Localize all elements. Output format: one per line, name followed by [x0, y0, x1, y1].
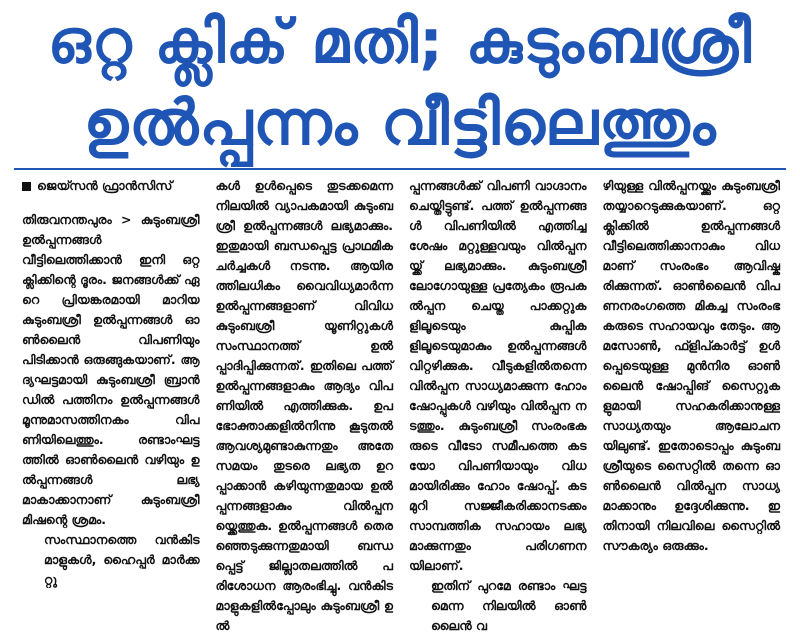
article-column-3 [409, 176, 587, 633]
article-column-1 [22, 176, 200, 587]
article-column-2 [215, 176, 394, 633]
byline [22, 176, 200, 196]
article-column-4 [602, 176, 781, 553]
headline-line-2: ഉൽപ്പന്നം വീട്ടിലെത്തും [83, 86, 717, 159]
byline-author: ജെയ്സൻ ഫ്രാൻസിസ് [37, 178, 173, 193]
paragraph: ഴിയുള്ള വിൽപ്പനയ്ക്കും കുടുംബശ്രീ തയ്യാറെടുക്കുകയാണ്. ഒറ്റ ക്ലിക്കിൽ ഉൽപ്പന്നങ്ങൾ വീട്ടിലെത്തിക്കാനാകും വിധമാണ് സംരംഭം ആവിഷ്കരിക്കുന്നത്. ഓൺലൈൻ വിപണനരംഗത്തെ മികച്ച സംരംഭകരുടെ സഹായവും തേടും. ആമസോൺ, ഫ്ളിപ്കാർട്ട് ഉൾപ്പെടെയുള്ള മുൻനിര ഓൺലൈൻ ഷോപ്പിങ് സൈറ്റുകളുമായി സഹകരിക്കാനുള്ള സാധ്യതയും ആലോചനയിലുണ്ട്. ഇതോടൊപ്പം കുടുംബശ്രീയുടെ സൈറ്റിൽ തന്നെ ഓൺലൈൻ വിൽപ്പന സാധ്യമാക്കാനും ഉദ്ദേശിക്കുന്നു. ഇതിനായി നിലവിലെ സൈറ്റിൽ സൗകര്യം ഒരുക്കും. [602, 178, 780, 553]
headline [0, 0, 800, 170]
paragraph: സംസ്ഥാനത്തെ വൻകിട മാളുകൾ, ഹൈപ്പർ മാർക്കറ്റു [44, 532, 200, 587]
article-body [22, 176, 780, 633]
paragraph: കൾ ഉൾപ്പെടെ തുടക്കമെന്ന നിലയിൽ വ്യാപകമായി കുടുംബശ്രീ ഉൽപ്പന്നങ്ങൾ ലഭ്യമാക്കും. ഇതുമായി ബന്ധപ്പെട്ട പ്രാഥമിക ചർച്ചകൾ നടന്നു. ആയിരത്തിലധികം വൈവിധ്യമാർന്ന ഉൽപ്പന്നങ്ങളാണ് വിവിധ കുടുംബശ്രീ യൂണിറ്റുകൾ സംസ്ഥാനത്ത് ഉൽപ്പാദിപ്പിക്കുന്നത്. ഇതിലെ പത്ത് ഉൽപ്പന്നങ്ങളാകും ആദ്യം വിപണിയിൽ എത്തിക്കുക. ഉപഭോക്താക്കളിൽനിന്നു കൂടുതൽ ആവശ്യമുണ്ടാകുന്നതും അതേ സമയം തുടരെ ലഭ്യത ഉറപ്പാക്കാൻ കഴിയുന്നതുമായ ഉൽപ്പന്നങ്ങളാകും വിൽപ്പനയ്ക്കെത്തുക. ഉൽപ്പന്നങ്ങൾ തെരഞ്ഞെടുക്കുന്നതുമായി ബന്ധപ്പെട്ട് ജില്ലാതലത്തിൽ പരിശോധന ആരംഭിച്ചു. വൻകിട മാളുകളിൽപ്പോലും കുടുംബശ്രീ ഉൽ [215, 178, 393, 633]
paragraph: തിരുവനന്തപുരം > കുടുംബശ്രീ ഉൽപ്പന്നങ്ങൾ വീട്ടിലെത്തിക്കാൻ ഇനി ഒറ്റ ക്ലിക്കിന്റെ ദൂരം. ജനങ്ങൾക്ക് ഏറെ പ്രിയങ്കരമായി മാറിയ കുടുംബശ്രീ ഉൽപ്പന്നങ്ങൾ ഓൺലൈൻ വിപണിയും പിടിക്കാൻ ഒരുങ്ങുകയാണ്. ആദ്യഘട്ടമായി കുടുംബശ്രീ ബ്രാൻഡിൽ പത്തിനം ഉൽപ്പന്നങ്ങൾ മൂന്നുമാസത്തിനകം വിപണിയിലെത്തും. രണ്ടാംഘട്ടത്തിൽ ഓൺലൈൻ വഴിയും ഉൽപ്പന്നങ്ങൾ ലഭ്യമാകാക്കാനാണ് കുടുംബശ്രീ മിഷന്റെ ശ്രമം. [22, 212, 200, 527]
paragraph: ഇതിന് പുറമേ രണ്ടാം ഘട്ടമെന്ന നിലയിൽ ഓൺലൈൻ വ [431, 578, 587, 633]
headline-divider [14, 168, 786, 170]
byline-bullet-icon [22, 182, 31, 191]
headline-line-1: ഒറ്റ ക്ലിക് മതി; കുടുംബശ്രീ [47, 7, 753, 77]
paragraph: പ്പന്നങ്ങൾക്ക് വിപണി വാഗ്ദാനം ചെയ്തിട്ടുണ്ട്. പത്ത് ഉൽപ്പന്നങ്ങൾ വിപണിയിൽ എത്തിച്ചശേഷം മറ്റുള്ളവയും വിൽപ്പനയ്ക്ക് ലഭ്യമാക്കും. കുടുംബശ്രീ ലോഗോയുള്ള പ്രത്യേകം രൂപകൽപ്പന ചെയ്ത പാക്കറ്റുകളിലൂടെയും കുപ്പികളിലൂടെയുമാകും ഉൽപ്പന്നങ്ങൾ വിറ്റഴിക്കുക. വീടുകളിൽതന്നെ വിൽപ്പന സാധ്യമാക്കുന്ന ഹോം ഷോപ്പുകൾ വഴിയും വിൽപ്പന നടത്തും. കുടുംബശ്രീ സംരംഭകരുടെ വീടോ സമീപത്തെ കടയോ വിപണിയായും വിധമായിരിക്കും ഹോം ഷോപ്പ്. കട മുറി സജ്ജീകരിക്കാനടക്കം സാമ്പത്തിക സഹായം ലഭ്യമാക്കുന്നതും പരിഗണനയിലാണ്. [409, 178, 587, 573]
